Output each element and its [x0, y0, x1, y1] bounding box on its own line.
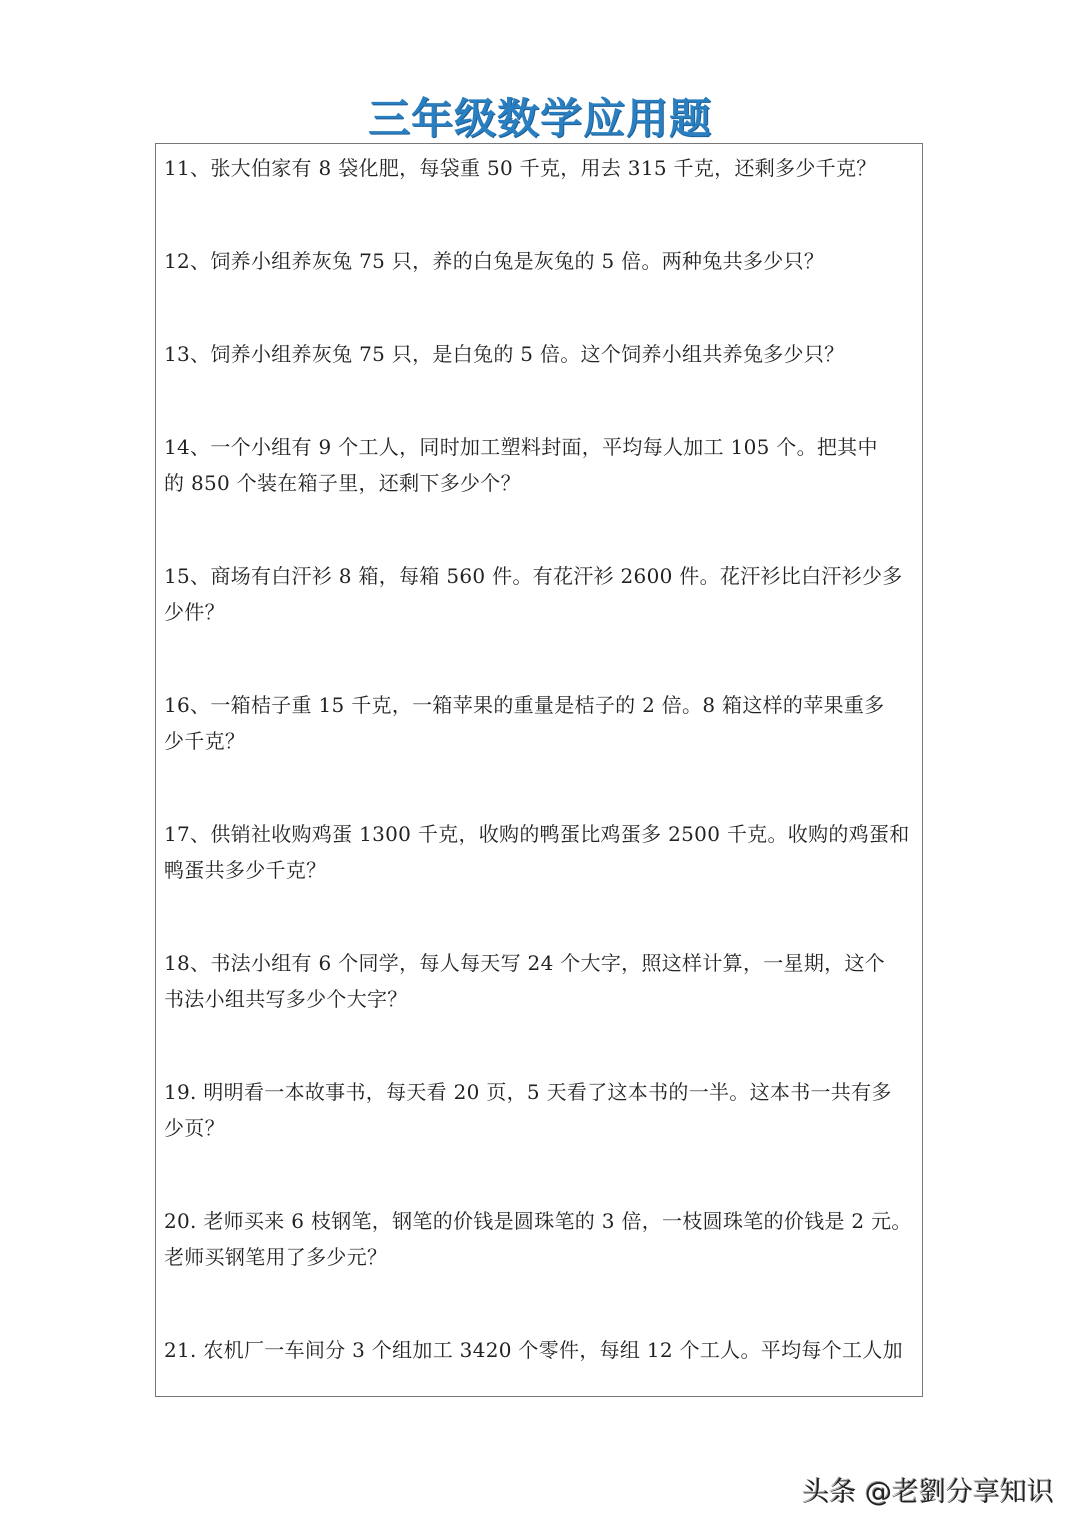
question-item [164, 1332, 922, 1368]
question-text-line: 11、张大伯家有 8 袋化肥，每袋重 50 千克，用去 315 千克，还剩多少千克？ [164, 156, 877, 180]
question-text-line: 20. 老师买来 6 枝钢笔，钢笔的价钱是圆珠笔的 3 倍，一枝圆珠笔的价钱是 2 元。 [164, 1209, 912, 1233]
question-item [164, 243, 922, 279]
question-item [164, 1074, 922, 1146]
question-text-line: 18、书法小组有 6 个同学，每人每天写 24 个大字，照这样计算，一星期，这个 [164, 951, 886, 975]
question-item [164, 687, 922, 759]
question-text-line: 少件？ [164, 600, 225, 624]
question-text-line: 19. 明明看一本故事书，每天看 20 页，5 天看了这本书的一半。这本书一共有多 [164, 1080, 892, 1104]
watermark: 头条 @老劉分享知识 [802, 1477, 1054, 1508]
question-text-line: 13、饲养小组养灰兔 75 只，是白兔的 5 倍。这个饲养小组共养兔多少只？ [164, 342, 845, 366]
question-text-line: 15、商场有白汗衫 8 箱，每箱 560 件。有花汗衫 2600 件。花汗衫比白汗衫少多 [164, 564, 903, 588]
question-text-line: 14、一个小组有 9 个工人，同时加工塑料封面，平均每人加工 105 个。把其中 [164, 435, 878, 459]
question-text-line: 17、供销社收购鸡蛋 1300 千克，收购的鸭蛋比鸡蛋多 2500 千克。收购的鸡蛋和 [164, 822, 910, 846]
question-text-line: 12、饲养小组养灰兔 75 只，养的白兔是灰兔的 5 倍。两种兔共多少只？ [164, 249, 825, 273]
question-text-line: 鸭蛋共多少千克？ [164, 858, 327, 882]
question-item [164, 336, 922, 372]
question-text-line: 少页？ [164, 1116, 225, 1140]
question-item [164, 558, 922, 630]
question-text-line: 书法小组共写多少个大字？ [164, 987, 408, 1011]
question-item [164, 1203, 922, 1275]
question-item [164, 816, 922, 888]
question-list [155, 143, 923, 1397]
question-text-line: 21. 农机厂一车间分 3 个组加工 3420 个零件，每组 12 个工人。平均每个工人加 [164, 1338, 903, 1362]
question-item [164, 150, 922, 186]
question-item [164, 945, 922, 1017]
question-text-line: 少千克？ [164, 729, 246, 753]
question-text-line: 的 850 个装在箱子里，还剩下多少个？ [164, 471, 521, 495]
page-title: 三年级数学应用题 [367, 94, 712, 143]
question-text-line: 老师买钢笔用了多少元？ [164, 1245, 388, 1269]
question-text-line: 16、一箱桔子重 15 千克，一箱苹果的重量是桔子的 2 倍。8 箱这样的苹果重多 [164, 693, 885, 717]
question-item [164, 429, 922, 501]
